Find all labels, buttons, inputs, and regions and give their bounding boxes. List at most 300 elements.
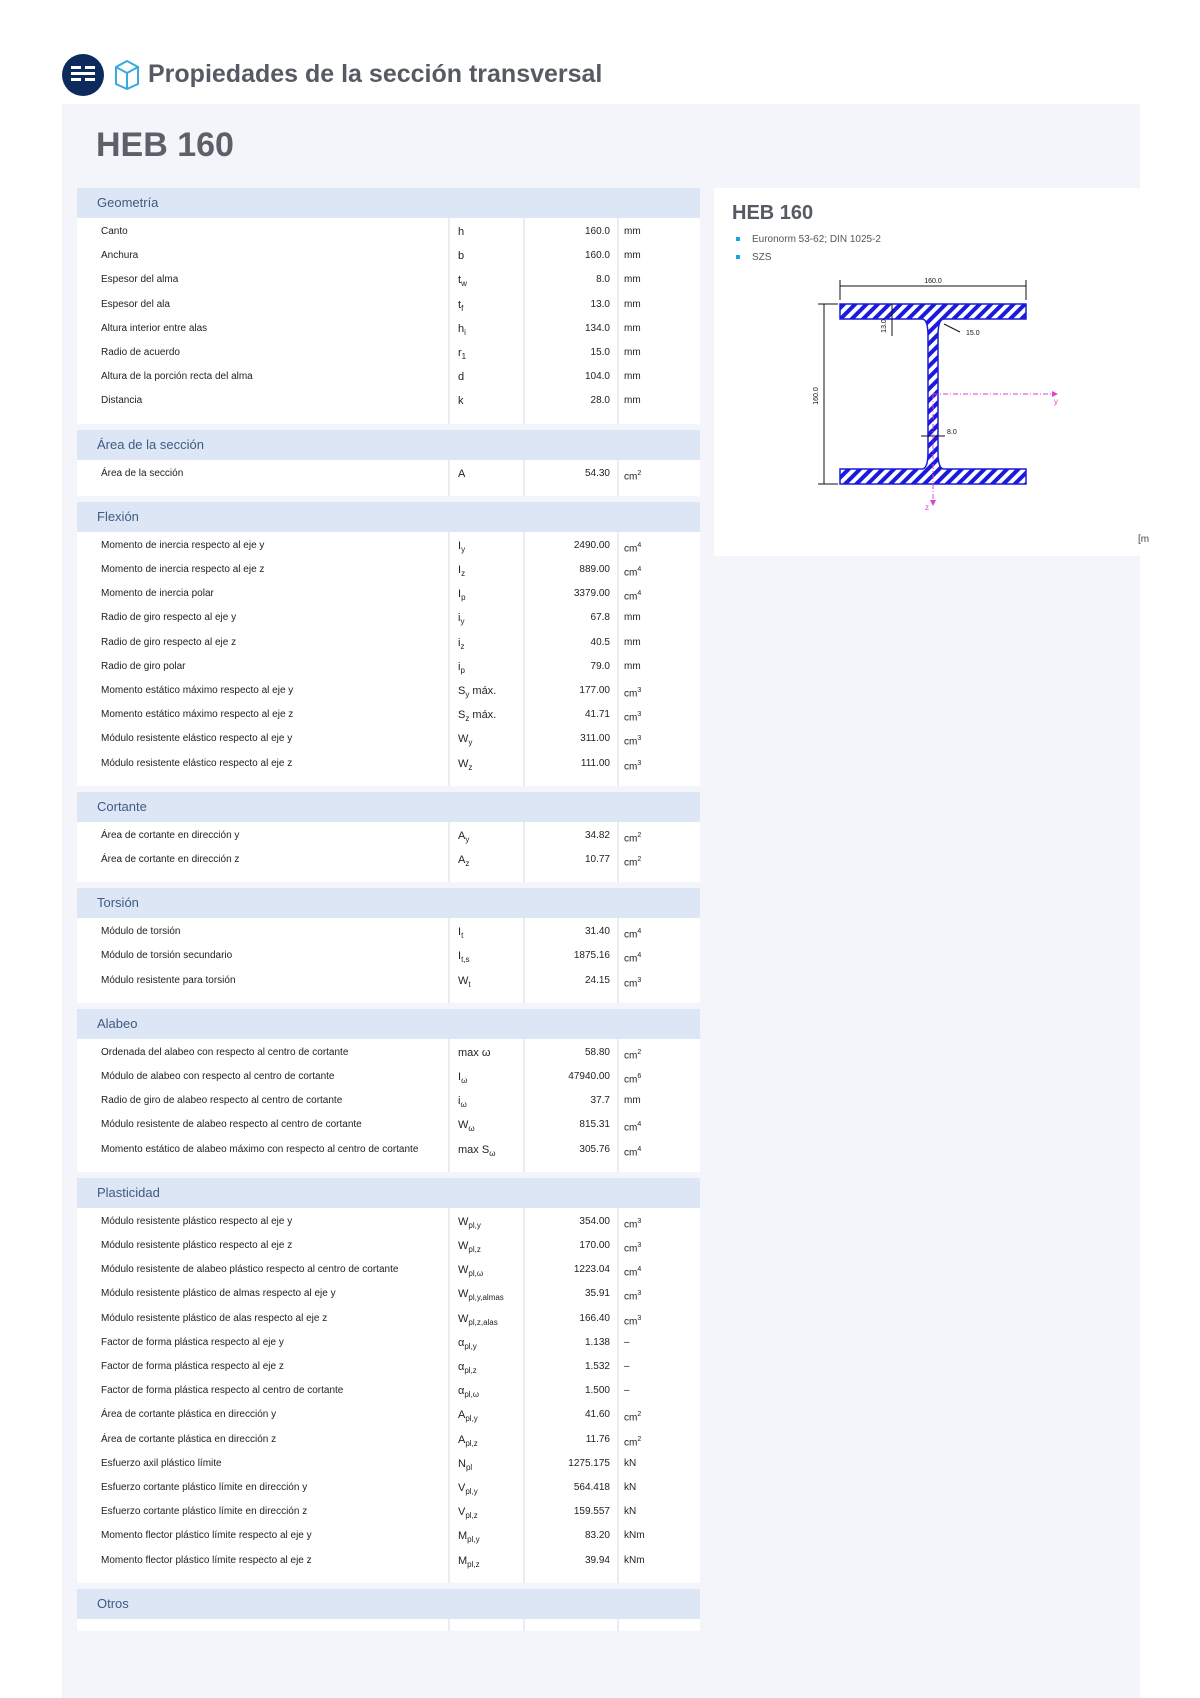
property-symbol xyxy=(458,462,465,486)
property-unit xyxy=(624,752,641,779)
symbol-subscript: pl,y xyxy=(467,1535,480,1545)
unit-exponent: 3 xyxy=(637,1217,642,1225)
symbol-base: A xyxy=(458,854,466,866)
property-value: 166.40 xyxy=(579,1312,610,1324)
symbol-subscript: ω xyxy=(461,1076,468,1086)
norm-label: Euronorm 53-62; DIN 1025-2 xyxy=(752,234,881,245)
symbol-subscript: y xyxy=(465,834,470,844)
property-name: Momento estático de alabeo máximo con respecto al centro de cortante xyxy=(101,1143,419,1155)
property-row xyxy=(77,1282,700,1306)
symbol-base: N xyxy=(458,1457,466,1470)
property-value: 1275.175 xyxy=(568,1457,610,1469)
unit-base: – xyxy=(624,1361,630,1372)
unit-base: cm xyxy=(624,1219,638,1231)
property-unit xyxy=(624,365,641,389)
symbol-base: I xyxy=(458,950,462,963)
unit-base: – xyxy=(624,1336,630,1348)
unit-base: cm xyxy=(624,688,638,700)
unit-exponent: 2 xyxy=(637,469,642,477)
symbol-subscript: ω xyxy=(468,1124,475,1134)
symbol-subscript: pl,y,almas xyxy=(468,1293,504,1303)
property-name: Módulo resistente plástico respecto al eje y xyxy=(101,1215,293,1227)
manufacturer-bullet xyxy=(736,252,771,263)
property-value: 41.60 xyxy=(584,1409,610,1421)
unit-base: cm xyxy=(624,567,638,579)
property-value: 11.76 xyxy=(585,1433,610,1445)
property-symbol xyxy=(458,1138,495,1166)
unit-base: mm xyxy=(624,612,641,624)
unit-base: cm xyxy=(624,543,638,555)
unit-base: cm xyxy=(624,929,638,941)
unit-base: cm xyxy=(624,1122,638,1134)
property-row xyxy=(77,944,700,968)
unit-exponent: 3 xyxy=(637,1314,642,1322)
norm-bullet xyxy=(736,234,881,245)
property-name: Módulo resistente para torsión xyxy=(101,974,236,986)
property-name: Módulo resistente plástico de alas respecto al eje z xyxy=(101,1312,328,1324)
property-row xyxy=(77,341,700,365)
bullet-icon xyxy=(736,237,740,241)
unit-exponent: 6 xyxy=(637,1073,642,1080)
symbol-base: i xyxy=(458,660,461,673)
unit-base: – xyxy=(624,1385,630,1397)
property-unit xyxy=(624,848,641,875)
property-name: Módulo de torsión secundario xyxy=(101,950,233,962)
unit-exponent: 3 xyxy=(637,687,642,694)
unit-base: kNm xyxy=(624,1530,645,1542)
property-value: 15.0 xyxy=(590,347,610,358)
property-unit xyxy=(624,341,641,365)
flange-thickness-dimension: 13.0 xyxy=(881,319,888,333)
unit-base: mm xyxy=(624,347,641,358)
axis-y-label: y xyxy=(1054,397,1058,406)
symbol-suffix: máx. xyxy=(469,709,497,722)
symbol-subscript: i xyxy=(464,327,466,337)
unit-base: cm xyxy=(624,857,638,869)
property-row xyxy=(77,703,700,727)
property-value: 104.0 xyxy=(584,371,610,383)
unit-base: kN xyxy=(624,1506,637,1518)
property-value: 159.557 xyxy=(573,1506,610,1518)
symbol-base: W xyxy=(458,1240,469,1252)
symbol-base: d xyxy=(458,371,465,384)
property-unit xyxy=(624,220,641,244)
page-header xyxy=(62,54,762,104)
property-name: Módulo resistente plástico de almas respecto al eje y xyxy=(101,1288,336,1300)
property-name: Canto xyxy=(101,226,128,237)
property-value: 305.76 xyxy=(579,1143,610,1155)
property-value: 170.00 xyxy=(579,1240,610,1251)
unit-base: mm xyxy=(624,274,641,286)
symbol-base: t xyxy=(458,274,462,287)
column-divider xyxy=(448,1619,450,1631)
property-symbol xyxy=(458,365,464,389)
group-header: Otros xyxy=(77,1589,700,1619)
unit-exponent: 2 xyxy=(637,856,642,863)
property-row xyxy=(77,534,700,558)
property-value: 83.20 xyxy=(584,1530,610,1542)
property-row xyxy=(77,752,700,776)
page-title: Propiedades de la sección transversal xyxy=(148,60,603,88)
group-header: Área de la sección xyxy=(77,430,700,460)
symbol-base: I xyxy=(458,564,462,576)
symbol-subscript: t,s xyxy=(461,955,470,965)
property-row xyxy=(77,293,700,317)
property-value: 67.8 xyxy=(590,612,610,624)
property-name: Radio de giro respecto al eje y xyxy=(101,612,237,624)
section-preview-card xyxy=(714,188,1140,556)
symbol-subscript: ω xyxy=(489,1148,496,1158)
unit-base: cm xyxy=(624,953,638,965)
symbol-base: W xyxy=(458,1312,469,1325)
property-name: Ordenada del alabeo con respecto al centro de cortante xyxy=(101,1046,349,1058)
web-thickness-dimension: 8.0 xyxy=(947,429,957,436)
group-body xyxy=(77,1619,700,1631)
symbol-base: α xyxy=(458,1336,465,1349)
property-name: Esfuerzo axil plástico límite xyxy=(101,1457,222,1469)
property-symbol xyxy=(458,848,469,876)
property-name: Momento flector plástico límite respecto al eje z xyxy=(101,1554,312,1566)
property-name: Momento de inercia respecto al eje z xyxy=(101,564,265,575)
property-row xyxy=(77,1065,700,1089)
symbol-base: i xyxy=(458,636,461,649)
property-name: Momento flector plástico límite respecto al eje y xyxy=(101,1530,312,1542)
property-value: 13.0 xyxy=(590,298,610,310)
symbol-subscript: pl,z xyxy=(465,1511,478,1521)
property-name: Módulo resistente elástico respecto al eje y xyxy=(101,733,293,745)
unit-exponent: 4 xyxy=(637,928,642,936)
symbol-subscript: w xyxy=(461,279,467,289)
symbol-subscript: pl,y xyxy=(464,1341,477,1351)
symbol-subscript: p xyxy=(460,665,465,675)
property-row xyxy=(77,268,700,292)
property-name: Altura interior entre alas xyxy=(101,322,208,334)
unit-exponent: 4 xyxy=(637,1266,642,1274)
property-name: Momento estático máximo respecto al eje y xyxy=(101,685,294,696)
app-logo xyxy=(62,54,104,96)
property-row xyxy=(77,1138,700,1162)
property-value: 160.0 xyxy=(584,226,610,237)
property-row xyxy=(77,920,700,944)
property-row xyxy=(77,1234,700,1258)
symbol-subscript: z xyxy=(465,714,470,724)
unit-base: cm xyxy=(624,1412,638,1424)
width-dimension: 160.0 xyxy=(924,278,942,285)
symbol-subscript: z xyxy=(460,641,465,651)
property-symbol xyxy=(458,752,472,780)
unit-base: cm xyxy=(624,1074,638,1086)
symbol-subscript: 1 xyxy=(461,352,467,362)
property-value: 311.00 xyxy=(580,733,610,745)
unit-base: mm xyxy=(624,395,641,407)
symbol-base: b xyxy=(458,250,465,263)
property-unit xyxy=(624,655,641,679)
property-name: Esfuerzo cortante plástico límite en dirección z xyxy=(101,1506,308,1518)
unit-base: cm xyxy=(624,736,638,748)
property-row xyxy=(77,1379,700,1403)
property-value: 35.91 xyxy=(584,1288,610,1300)
property-row xyxy=(77,1355,700,1379)
unit-base: cm xyxy=(624,1050,638,1062)
property-row xyxy=(77,848,700,872)
unit-exponent: 2 xyxy=(637,1048,642,1056)
symbol-subscript: pl,z xyxy=(465,1438,478,1448)
property-name: Radio de giro de alabeo respecto al centro de cortante xyxy=(101,1095,343,1107)
property-value: 177.00 xyxy=(579,685,610,696)
property-value: 354.00 xyxy=(579,1215,610,1227)
symbol-base: A xyxy=(458,1433,466,1446)
property-value: 1223.04 xyxy=(573,1264,610,1276)
symbol-base: I xyxy=(458,588,462,601)
property-value: 160.0 xyxy=(584,250,610,262)
property-name: Módulo resistente de alabeo plástico respecto al centro de cortante xyxy=(101,1264,399,1276)
property-name: Espesor del ala xyxy=(101,298,170,310)
property-value: 39.94 xyxy=(584,1554,610,1566)
symbol-base: V xyxy=(458,1482,466,1494)
card-title: HEB 160 xyxy=(732,202,814,224)
property-value: 58.80 xyxy=(584,1046,610,1058)
property-row xyxy=(77,244,700,268)
property-value: 34.82 xyxy=(584,829,610,841)
property-value: 8.0 xyxy=(596,274,610,286)
symbol-base: A xyxy=(458,829,466,842)
property-name: Módulo de torsión xyxy=(101,926,181,938)
property-unit xyxy=(624,969,641,996)
symbol-base: W xyxy=(458,1215,469,1228)
property-name: Momento de inercia polar xyxy=(101,588,214,600)
symbol-base: h xyxy=(458,226,465,238)
unit-note: [m xyxy=(1138,534,1150,545)
property-unit xyxy=(624,1089,641,1113)
property-row xyxy=(77,655,700,679)
property-name: Momento estático máximo respecto al eje z xyxy=(101,709,294,721)
symbol-subscript: pl,y xyxy=(465,1414,478,1424)
unit-exponent: 3 xyxy=(637,976,642,984)
unit-base: mm xyxy=(624,322,641,334)
property-row xyxy=(77,1258,700,1282)
symbol-subscript: p xyxy=(461,593,466,603)
property-row xyxy=(77,1452,700,1476)
symbol-subscript: pl,z xyxy=(468,1245,481,1255)
property-name: Factor de forma plástica respecto al eje y xyxy=(101,1336,284,1348)
property-value: 889.00 xyxy=(579,564,610,575)
symbol-base: S xyxy=(458,709,466,722)
symbol-subscript: f xyxy=(461,303,464,313)
unit-exponent: 3 xyxy=(637,759,642,767)
property-name: Radio de giro polar xyxy=(101,660,186,672)
property-name: Área de cortante en dirección z xyxy=(101,854,240,865)
property-unit xyxy=(624,1452,636,1476)
property-row xyxy=(77,1210,700,1234)
symbol-subscript: pl,y xyxy=(465,1487,478,1497)
property-row xyxy=(77,558,700,582)
unit-base: cm xyxy=(624,833,638,845)
property-value: 2490.00 xyxy=(573,539,610,551)
symbol-base: M xyxy=(458,1530,468,1543)
property-unit xyxy=(624,1500,636,1524)
property-name: Factor de forma plástica respecto al centro de cortante xyxy=(101,1385,344,1397)
unit-base: mm xyxy=(624,636,641,648)
property-row xyxy=(77,1549,700,1573)
property-row xyxy=(77,679,700,703)
unit-base: cm xyxy=(624,470,638,482)
unit-exponent: 4 xyxy=(637,1121,642,1129)
symbol-subscript: z xyxy=(468,762,473,772)
property-unit xyxy=(624,1549,645,1573)
symbol-subscript: pl,z xyxy=(464,1366,477,1376)
property-name: Área de la sección xyxy=(101,467,184,479)
unit-base: mm xyxy=(624,660,641,672)
axis-z-label: z xyxy=(925,503,929,512)
property-value: 47940.00 xyxy=(568,1071,610,1082)
symbol-base: W xyxy=(458,733,469,746)
property-unit xyxy=(624,268,641,292)
property-row xyxy=(77,1476,700,1500)
symbol-base: A xyxy=(458,1409,466,1422)
unit-exponent: 4 xyxy=(637,566,642,573)
unit-exponent: 4 xyxy=(637,590,642,598)
symbol-base: A xyxy=(458,467,466,480)
property-row xyxy=(77,389,700,413)
symbol-base: W xyxy=(458,1288,469,1301)
property-name: Esfuerzo cortante plástico límite en dirección y xyxy=(101,1482,308,1493)
property-row xyxy=(77,1500,700,1524)
property-value: 28.0 xyxy=(590,395,610,407)
unit-base: mm xyxy=(624,1095,641,1107)
symbol-base: W xyxy=(458,1119,469,1132)
property-value: 1.138 xyxy=(584,1336,610,1348)
property-value: 31.40 xyxy=(584,926,610,938)
symbol-base: h xyxy=(458,322,465,335)
symbol-base: W xyxy=(458,1264,469,1277)
property-name: Espesor del alma xyxy=(101,274,179,286)
unit-base: kN xyxy=(624,1482,637,1493)
section-diagram xyxy=(813,274,1086,514)
property-value: 10.77 xyxy=(584,854,610,865)
property-row xyxy=(77,1113,700,1137)
unit-exponent: 4 xyxy=(637,952,642,960)
property-unit xyxy=(624,293,641,317)
property-row xyxy=(77,1041,700,1065)
symbol-base: max S xyxy=(458,1143,490,1156)
property-value: 54.30 xyxy=(584,467,610,479)
property-row xyxy=(77,365,700,389)
unit-exponent: 3 xyxy=(637,735,642,743)
property-name: Momento de inercia respecto al eje y xyxy=(101,539,265,551)
symbol-subscript: pl xyxy=(465,1462,473,1472)
property-row xyxy=(77,824,700,848)
property-symbol xyxy=(458,220,464,244)
symbol-subscript: z xyxy=(465,859,470,869)
property-value: 134.0 xyxy=(584,322,610,334)
property-symbol xyxy=(458,389,464,413)
symbol-base: r xyxy=(458,347,462,359)
property-row xyxy=(77,1403,700,1427)
property-unit xyxy=(624,462,641,489)
symbol-base: I xyxy=(458,1071,462,1083)
symbol-base: W xyxy=(458,757,469,770)
unit-base: mm xyxy=(624,250,641,262)
property-row xyxy=(77,969,700,993)
property-unit xyxy=(624,1524,645,1548)
symbol-subscript: pl,y xyxy=(468,1220,481,1230)
symbol-base: S xyxy=(458,685,466,697)
symbol-subscript: z xyxy=(461,569,466,579)
unit-exponent: 2 xyxy=(637,1435,642,1443)
unit-base: cm xyxy=(624,1291,638,1303)
symbol-subscript: pl,ω xyxy=(468,1269,484,1279)
property-value: 1.500 xyxy=(584,1385,610,1397)
unit-base: cm xyxy=(624,1315,638,1327)
unit-base: cm xyxy=(624,712,638,724)
property-row xyxy=(77,317,700,341)
property-name: Módulo resistente de alabeo respecto al centro de cortante xyxy=(101,1119,362,1131)
symbol-subscript: y xyxy=(461,544,466,554)
symbol-subscript: y xyxy=(465,690,470,700)
property-unit xyxy=(624,389,641,413)
property-value: 564.418 xyxy=(573,1482,610,1493)
symbol-base: α xyxy=(458,1361,465,1373)
property-row xyxy=(77,220,700,244)
unit-base: cm xyxy=(624,760,638,772)
property-name: Factor de forma plástica respecto al eje z xyxy=(101,1361,284,1372)
property-name: Radio de acuerdo xyxy=(101,347,180,358)
unit-base: mm xyxy=(624,298,641,310)
unit-base: cm xyxy=(624,1436,638,1448)
unit-base: kNm xyxy=(624,1554,645,1566)
group-header: Alabeo xyxy=(77,1009,700,1039)
unit-exponent: 4 xyxy=(637,1145,642,1153)
property-name: Anchura xyxy=(101,250,139,262)
unit-exponent: 2 xyxy=(637,1411,642,1419)
property-row xyxy=(77,1089,700,1113)
unit-exponent: 3 xyxy=(637,711,642,719)
radius-dimension: 15.0 xyxy=(966,330,980,337)
property-value: 24.15 xyxy=(584,974,610,986)
property-symbol xyxy=(458,1041,490,1065)
property-row xyxy=(77,606,700,630)
cross-section-icon xyxy=(112,58,142,90)
bullet-icon xyxy=(736,255,740,259)
group-header: Plasticidad xyxy=(77,1178,700,1208)
symbol-subscript: y xyxy=(468,738,473,748)
unit-base: cm xyxy=(624,977,638,989)
property-symbol xyxy=(458,1549,480,1577)
property-value: 1875.16 xyxy=(573,950,610,962)
symbol-subscript: pl,z xyxy=(467,1559,480,1569)
unit-base: mm xyxy=(624,226,641,237)
property-row xyxy=(77,462,700,486)
property-name: Módulo resistente elástico respecto al eje z xyxy=(101,757,293,769)
symbol-subscript: t xyxy=(468,979,471,989)
symbol-base: i xyxy=(458,612,461,625)
property-name: Módulo resistente plástico respecto al eje z xyxy=(101,1240,293,1251)
unit-base: kN xyxy=(624,1457,637,1469)
unit-exponent: 3 xyxy=(637,1242,642,1249)
property-unit xyxy=(624,317,641,341)
unit-base: cm xyxy=(624,591,638,603)
symbol-subscript: pl,z,alas xyxy=(468,1317,498,1327)
property-value: 37.7 xyxy=(590,1095,610,1107)
symbol-subscript: t xyxy=(461,931,464,941)
unit-exponent: 2 xyxy=(637,831,642,839)
property-row xyxy=(77,582,700,606)
property-row xyxy=(77,1524,700,1548)
property-unit xyxy=(624,1379,630,1403)
property-name: Área de cortante en dirección y xyxy=(101,829,240,841)
property-row xyxy=(77,1307,700,1331)
group-header: Torsión xyxy=(77,888,700,918)
